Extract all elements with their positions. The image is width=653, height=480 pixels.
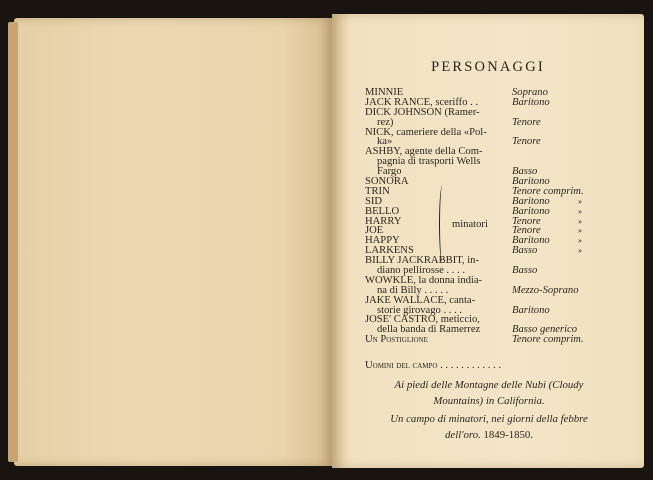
character-name: JOSE' CASTRO, meticcio, — [365, 314, 480, 326]
voice-type: Tenore — [512, 225, 541, 237]
cast-row — [365, 177, 635, 187]
character-name: HAPPY — [365, 235, 400, 247]
cast-row — [365, 187, 635, 197]
character-name: TRIN — [365, 185, 390, 197]
cast-row — [365, 108, 635, 118]
character-name: ka» — [377, 136, 393, 148]
voice-type: Baritono — [512, 235, 550, 247]
book-spread — [8, 12, 644, 470]
page-title: PERSONAGGI — [431, 59, 545, 75]
cast-row — [365, 197, 635, 207]
character-name: SONORA — [365, 176, 409, 188]
character-name: JAKE WALLACE, canta- — [365, 294, 476, 306]
ditto-mark: » — [578, 216, 582, 226]
ditto-mark: » — [578, 236, 582, 246]
character-name: NICK, cameriere della «Pol- — [365, 126, 487, 138]
character-name: BELLO — [365, 205, 400, 217]
voice-type: Basso — [512, 245, 538, 257]
character-name: SID — [365, 195, 383, 207]
character-name: DICK JOHNSON (Ramer- — [365, 106, 480, 118]
setting-line-1: Ai piedi delle Montagne delle Nubi (Cloudy — [394, 379, 584, 391]
character-name: storie girovago . . . . — [377, 304, 463, 316]
miners-brace — [439, 185, 446, 263]
voice-type: Tenore comprim. — [512, 334, 584, 346]
character-name: JACK RANCE, sceriffo . . — [365, 96, 479, 108]
ditto-mark: » — [578, 206, 582, 216]
cast-row — [365, 207, 635, 217]
character-name: MINNIE — [365, 87, 404, 98]
cast-row — [365, 335, 635, 345]
ditto-mark: » — [578, 196, 582, 206]
voice-type: Basso generico — [512, 324, 578, 336]
voice-type: Baritono — [512, 304, 550, 316]
voice-type: Baritono — [512, 195, 550, 207]
cast-row — [365, 217, 635, 227]
character-name: diano pellirosse . . . . — [377, 265, 465, 277]
time-line-2 — [354, 427, 624, 443]
character-name: Un Postiglione — [365, 334, 428, 346]
voice-type: Tenore — [512, 116, 541, 128]
voice-type: Tenore comprim. — [512, 185, 584, 197]
character-name: LARKENS — [365, 245, 414, 257]
character-name: ASHBY, agente della Com- — [365, 146, 483, 158]
character-name: pagnia di trasporti Wells — [377, 156, 481, 168]
right-page — [332, 14, 644, 468]
cast-row — [365, 157, 635, 167]
character-name: della banda di Ramerrez — [377, 324, 481, 336]
voice-type: Baritono — [512, 176, 550, 188]
chorus-line: Uomini del campo . . . . . . . . . . . . — [365, 360, 502, 371]
voice-type: Baritono — [512, 205, 550, 217]
character-name: JOE — [365, 225, 384, 237]
voice-type: Baritono — [512, 96, 550, 108]
setting-line-2: Mountains) in California. — [433, 395, 545, 407]
setting-note — [354, 377, 624, 409]
character-name: Fargo — [377, 166, 402, 178]
miners-label: minatori — [452, 219, 488, 230]
voice-type: Mezzo-Soprano — [512, 284, 579, 296]
time-line-2-text: dell'oro. — [445, 429, 481, 441]
time-line-1: Un campo di minatori, nei giorni della febbre — [390, 413, 588, 425]
cast-row — [365, 128, 635, 138]
voice-type: Tenore — [512, 215, 541, 227]
character-name: BILLY JACKRABBIT, in- — [365, 255, 479, 267]
ditto-mark: » — [578, 246, 582, 256]
cast-list — [365, 87, 635, 371]
voice-type: Basso — [512, 166, 538, 178]
voice-type: Soprano — [512, 87, 548, 98]
time-note — [354, 411, 624, 443]
cast-row — [365, 226, 635, 236]
character-name: WOWKLE, la donna india- — [365, 274, 483, 286]
left-page-blank — [14, 18, 332, 466]
character-name: na di Billy . . . . . — [377, 284, 449, 296]
voice-type: Tenore — [512, 136, 541, 148]
ditto-mark: » — [578, 226, 582, 236]
time-line-2-years: 1849-1850. — [483, 429, 533, 441]
voice-type: Basso — [512, 265, 538, 277]
character-name: HARRY — [365, 215, 402, 227]
character-name: rez) — [377, 116, 394, 128]
